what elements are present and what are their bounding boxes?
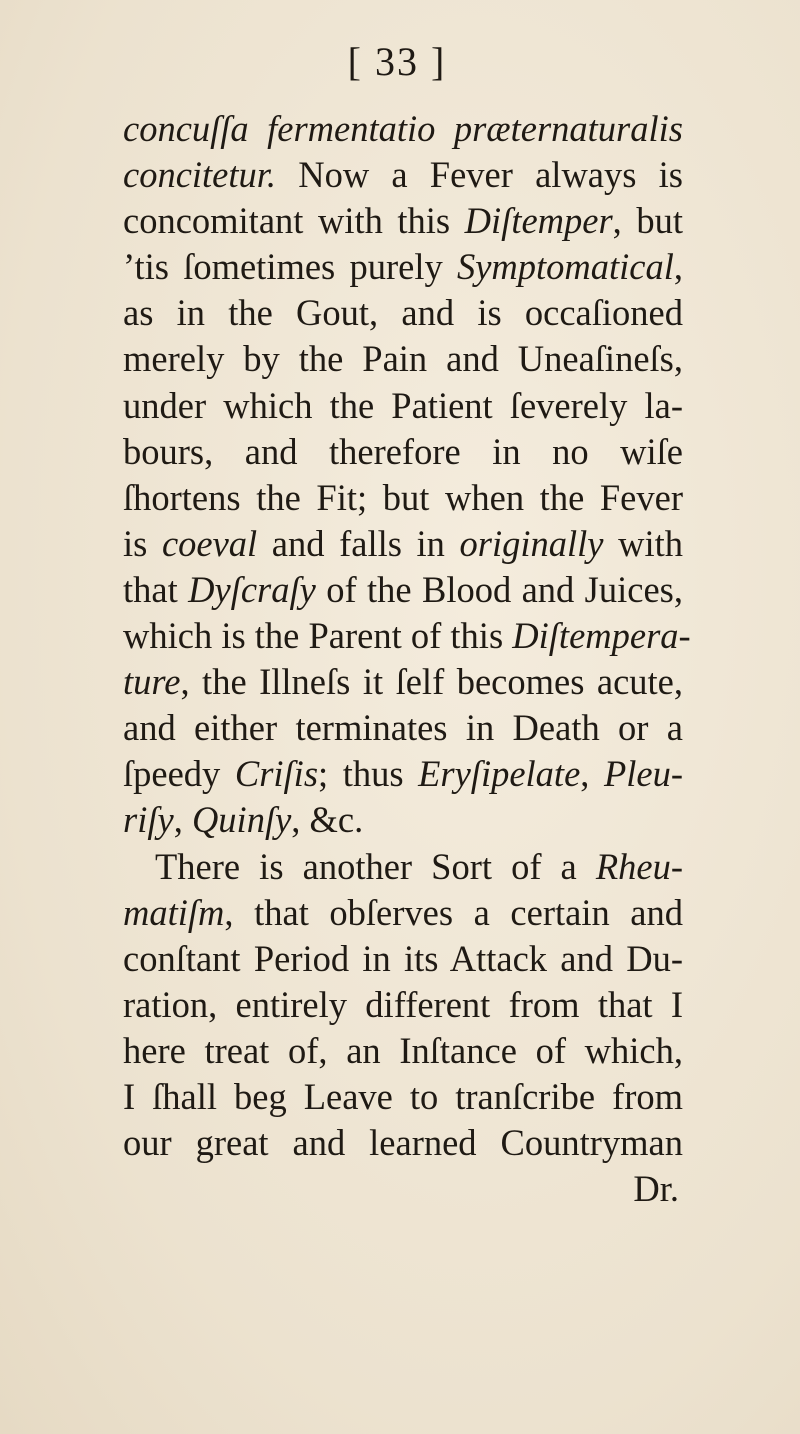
text-segment: our great and learned Countryman [123, 1122, 683, 1164]
text-line [123, 336, 683, 382]
text-segment: merely by the Pain and Uneaſineſs, [123, 338, 683, 380]
text-segment: which is the Parent of this [123, 615, 513, 657]
text-line [123, 244, 683, 290]
text-segment: , the Illneſs it ſelf becomes acute, [180, 661, 683, 703]
italic-text: Criſis [234, 753, 319, 795]
italic-text: Symptomatical [456, 246, 674, 288]
page-number [0, 38, 800, 85]
text-line [123, 659, 683, 705]
text-segment: conſtant Period in its Attack and Du- [123, 937, 683, 979]
text-line [123, 521, 683, 567]
text-segment: Dr. [633, 1168, 679, 1210]
body-text [123, 106, 691, 1212]
text-segment: , &c. [291, 799, 364, 841]
text-segment: as in the Gout, and is occaſioned [123, 292, 683, 334]
text-line [123, 705, 683, 751]
text-segment [249, 108, 267, 149]
text-line [123, 152, 683, 198]
text-line [123, 1074, 683, 1120]
text-line [123, 475, 683, 521]
text-segment: and either terminates in Death or a [123, 707, 683, 749]
text-segment: here treat of, an Inſtance of which, [123, 1029, 683, 1071]
text-segment: , [173, 799, 192, 841]
italic-text: originally [459, 522, 604, 564]
text-line [123, 290, 683, 336]
text-line [123, 751, 683, 797]
page-number-text: [ 33 ] [347, 39, 447, 84]
text-segment: and falls in [257, 522, 460, 564]
text-segment: , [673, 246, 683, 288]
text-line [123, 797, 683, 843]
text-segment: I ſhall beg Leave to tranſcribe from [123, 1075, 683, 1117]
text-line [123, 982, 683, 1028]
text-segment [435, 108, 453, 149]
text-segment: ’tis ſometimes purely [123, 246, 457, 288]
text-segment: ; thus [318, 753, 419, 795]
text-line [123, 1120, 683, 1166]
text-line [123, 383, 683, 429]
text-segment: Now a Fever always is [276, 154, 683, 196]
text-segment: ſhortens the Fit; but when the Fever [123, 476, 683, 518]
italic-text: matiſm [123, 891, 225, 933]
text-line [123, 429, 683, 475]
text-segment: that [123, 568, 189, 610]
text-segment: of the Blood and Juices, [315, 568, 684, 610]
italic-text: ture [123, 661, 181, 703]
italic-text: Eryſipelate [418, 753, 581, 795]
italic-text: riſy [123, 799, 174, 841]
text-segment: ſpeedy [123, 753, 235, 795]
text-segment: with [603, 522, 683, 564]
text-segment: ration, entirely different from that I [123, 983, 683, 1025]
text-line [123, 198, 683, 244]
text-line [123, 1028, 683, 1074]
text-line [123, 890, 683, 936]
text-line [123, 567, 683, 613]
text-segment: bours, and therefore in no wiſe [123, 430, 683, 472]
italic-text: concitetur. [123, 154, 277, 196]
text-line [123, 844, 683, 890]
italic-text: Pleu- [603, 753, 683, 795]
italic-text: Dyſcraſy [188, 568, 316, 610]
text-segment: There is another Sort of a [155, 845, 596, 887]
italic-text: præternaturalis [453, 108, 683, 149]
italic-text: coeval [161, 522, 258, 564]
text-line [123, 613, 691, 659]
text-segment: , that obſerves a certain and [224, 891, 683, 933]
italic-text: Quinſy [191, 799, 292, 841]
text-segment: is [123, 522, 162, 564]
text-line [123, 106, 683, 152]
italic-text: Diſtempera- [512, 615, 691, 657]
italic-text: Diſtemper [464, 200, 613, 242]
italic-text: Rheu- [595, 845, 683, 887]
text-segment: , [580, 753, 604, 795]
italic-text: concuſſa [123, 108, 249, 149]
catchword [123, 1166, 683, 1212]
text-segment: , but [612, 200, 683, 242]
text-segment: concomitant with this [123, 200, 465, 242]
text-line [123, 936, 683, 982]
italic-text: fermentatio [267, 108, 436, 149]
text-segment: under which the Patient ſeverely la- [123, 384, 683, 426]
